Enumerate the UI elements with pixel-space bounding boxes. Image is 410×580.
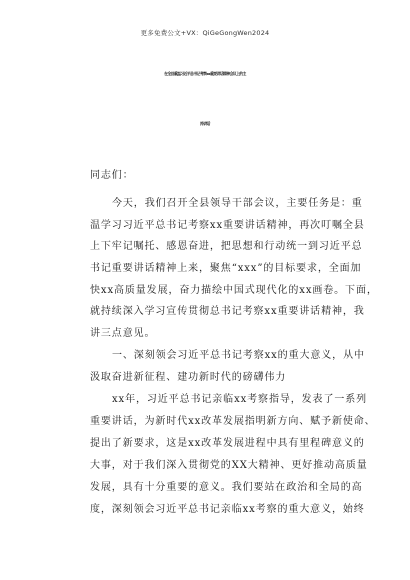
document-title-line-2: 持讲话	[200, 122, 210, 126]
section-heading-line: 汲取奋进新征程、建功新时代的磅礴伟力	[90, 372, 287, 383]
body-line: 快xx高质量发展，奋力描绘中国式现代化的xx画卷。下面，	[90, 285, 378, 296]
body-line: 今天，我们召开全县领导干部会议，主要任务是：重	[112, 198, 363, 209]
body-line: xx年，习近平总书记亲临xx考察指导，发表了一系列	[112, 394, 368, 405]
body-line: 温学习习近平总书记考察xx重要讲话精神，再次叮嘱全县	[90, 220, 365, 231]
header-promo-note: 更多免费公文+VX：QiGeGongWen2024	[140, 29, 270, 37]
document-title-line-1: 在全县重温习近平总书记考察xx重要讲话精神会议上的主	[164, 72, 246, 76]
body-line: 重要讲话，为新时代xx改革发展指明新方向、赋予新使命、	[90, 416, 376, 427]
body-line: 上下牢记嘱托、感恩奋进，把思想和行动统一到习近平总	[90, 241, 363, 252]
body-line: 书记重要讲话精神上来，聚焦“xxx”的目标要求，全面加	[90, 263, 362, 274]
body-line: 大事，对于我们深入贯彻党的XX大精神、更好推动高质量	[90, 460, 368, 471]
body-line: 发展，具有十分重要的意义。我们要站在政治和全局的高	[90, 482, 363, 493]
body-line: 就持续深入学习宣传贯彻总书记考察xx重要讲话精神，我	[90, 306, 365, 317]
body-line: 提出了新要求，这是xx改革发展进程中具有里程碑意义的	[90, 438, 365, 449]
salutation: 同志们：	[90, 170, 134, 181]
body-line: 讲三点意见。	[90, 328, 156, 339]
section-heading-line: 一、深刻领会习近平总书记考察xx的重大意义，从中	[112, 350, 365, 361]
body-line: 度，深刻领会习近平总书记亲临xx考察的重大意义，始终	[90, 504, 365, 515]
